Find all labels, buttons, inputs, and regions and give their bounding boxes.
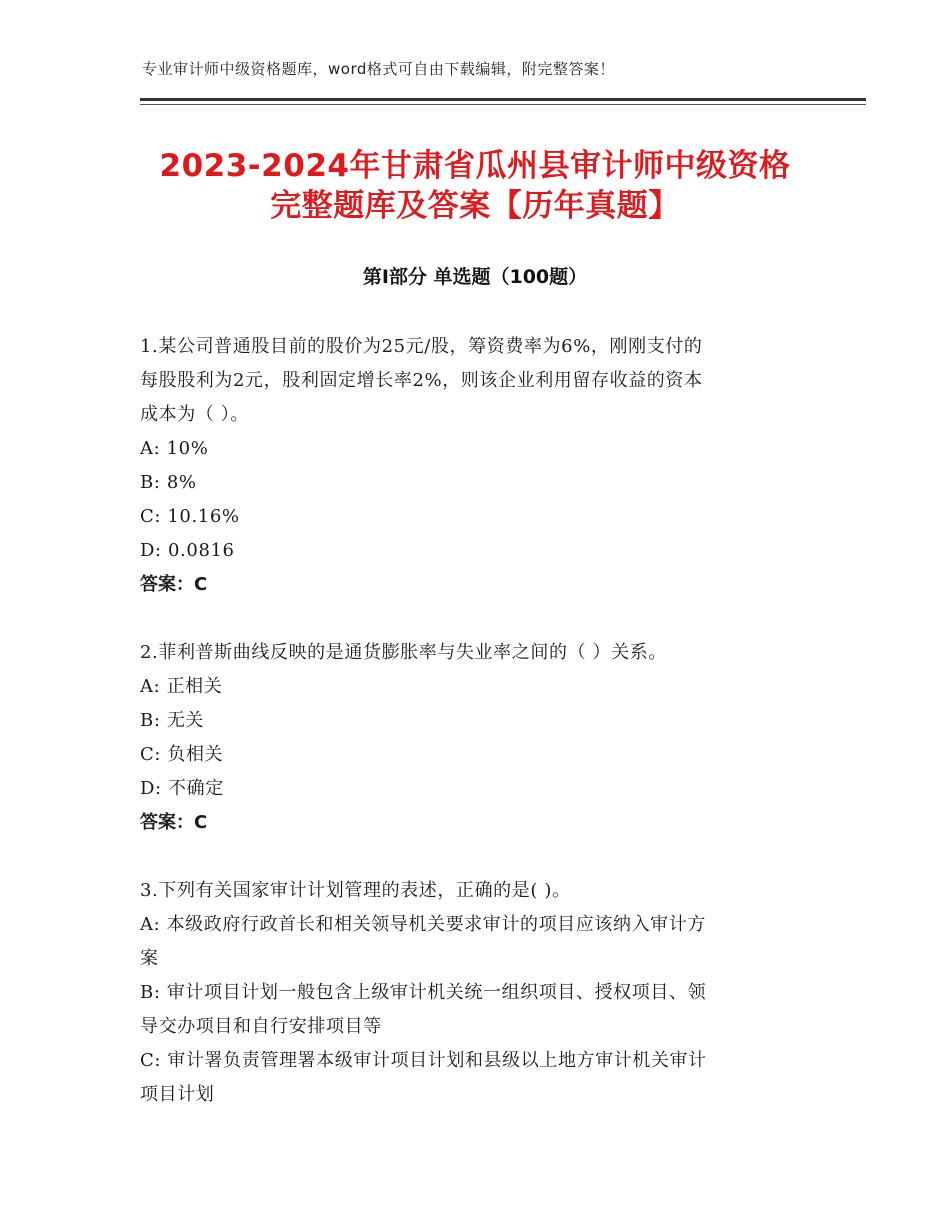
question-3 [140,874,812,1112]
question-1-stem-line-2: 每股股利为2元，股利固定增长率2%，则该企业利用留存收益的资本 [140,370,703,391]
question-3-option-c-line-2: 项目计划 [140,1084,215,1105]
title-line-2: 完整题库及答案【历年真题】 [270,188,680,224]
question-1-option-c: C: 10.16% [140,506,240,527]
question-1-answer: 答案：C [140,574,208,595]
question-2-option-a: A: 正相关 [140,676,223,697]
question-1-option-d: D: 0.0816 [140,540,235,561]
question-2-option-d: D: 不确定 [140,778,224,799]
question-list [140,330,812,1112]
question-1-option-b: B: 8% [140,472,197,493]
question-2 [140,636,812,840]
title-line-1: 2023-2024年甘肃省瓜州县审计师中级资格 [159,148,791,184]
question-3-stem-line-1: 3.下列有关国家审计计划管理的表述，正确的是( )。 [140,880,571,901]
question-1 [140,330,812,602]
question-3-option-b-line-2: 导交办项目和自行安排项目等 [140,1016,382,1037]
question-3-option-c-line-1: C: 审计署负责管理署本级审计项目计划和县级以上地方审计机关审计 [140,1050,707,1071]
document-title [100,146,850,226]
question-2-option-c: C: 负相关 [140,744,224,765]
question-gap [140,840,812,874]
question-3-option-a-line-2: 案 [140,948,159,969]
question-1-stem-line-1: 1.某公司普通股目前的股价为25元/股，筹资费率为6%，刚刚支付的 [140,336,703,357]
header-note: 专业审计师中级资格题库，word格式可自由下载编辑，附完整答案！ [142,60,615,78]
question-1-option-a: A: 10% [140,438,209,459]
question-2-option-b: B: 无关 [140,710,205,731]
question-3-option-a-line-1: A: 本级政府行政首长和相关领导机关要求审计的项目应该纳入审计方 [140,914,706,935]
question-1-stem-line-3: 成本为（ ）。 [140,404,249,425]
question-2-stem-line-1: 2.菲利普斯曲线反映的是通货膨胀率与失业率之间的（ ）关系。 [140,642,667,663]
header-rule-thin [140,104,866,105]
question-gap [140,602,812,636]
question-2-answer: 答案：C [140,812,208,833]
question-3-option-b-line-1: B: 审计项目计划一般包含上级审计机关统一组织项目、授权项目、领 [140,982,707,1003]
section-title: 第Ⅰ部分 单选题（100题） [362,266,588,288]
header-rule-thick [140,98,866,101]
